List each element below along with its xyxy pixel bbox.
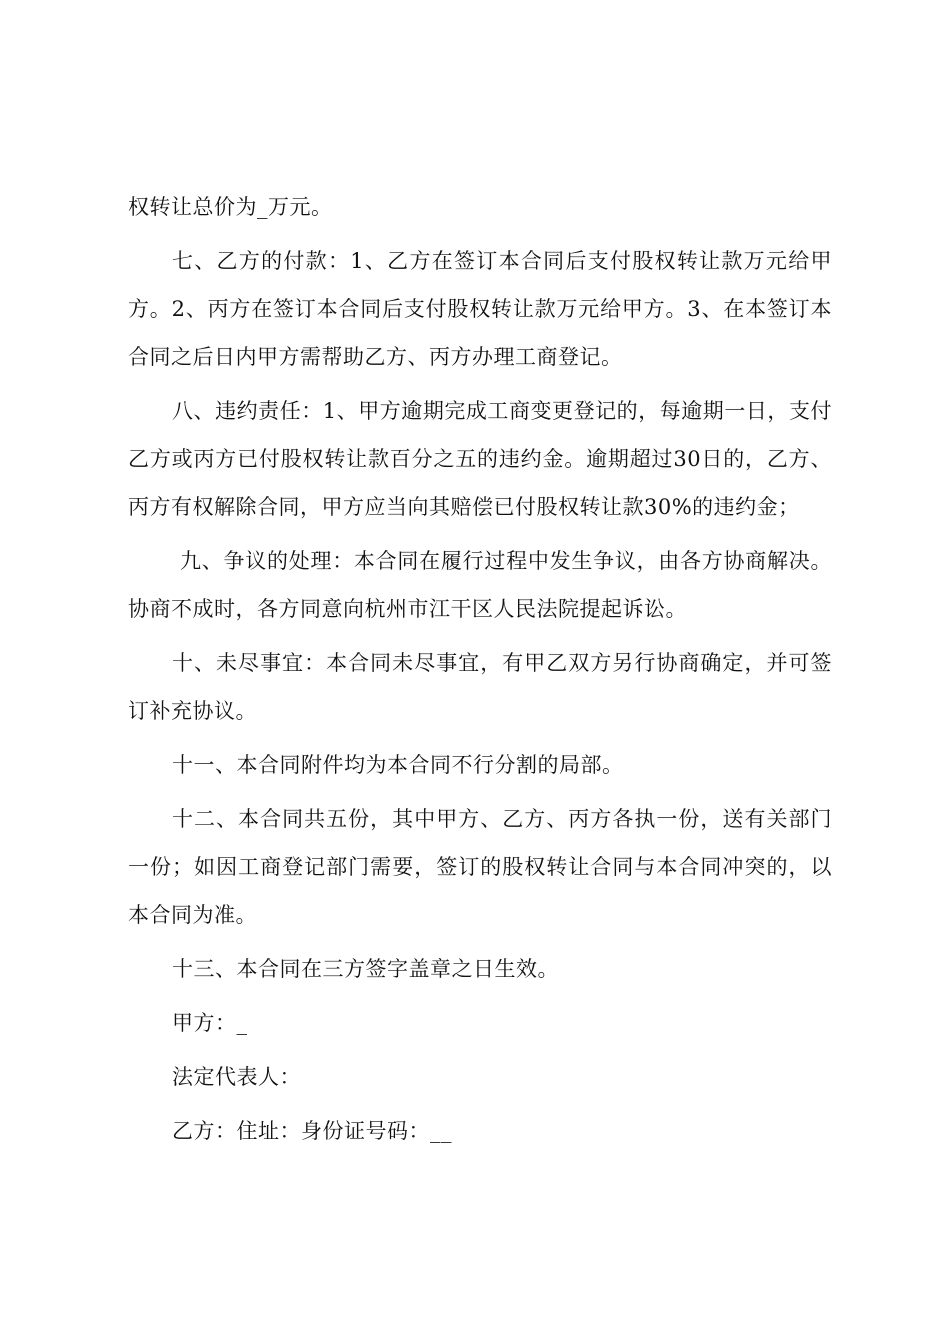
clause-8-breach-liability: 八、违约责任：1、甲方逾期完成工商变更登记的，每逾期一日，支付乙方或丙方已付股权转让款百分之五的违约金。逾期超过30日的，乙方、丙方有权解除合同，甲方应当向其赔偿已付股权转让款30%的违约金；	[128, 399, 832, 519]
signature-party-b: 乙方：住址：身份证号码：__	[172, 1119, 452, 1143]
clause-7-payment: 七、乙方的付款：1、乙方在签订本合同后支付股权转让款万元给甲方。2、丙方在签订本合同后支付股权转让款万元给甲方。3、在本签订本合同之后日内甲方需帮助乙方、丙方办理工商登记。	[128, 249, 832, 369]
document-body	[128, 183, 832, 1161]
clause-12-copies: 十二、本合同共五份，其中甲方、乙方、丙方各执一份，送有关部门一份；如因工商登记部门需要，签订的股权转让合同与本合同冲突的，以本合同为准。	[128, 807, 832, 927]
clause-9-dispute-resolution: 九、争议的处理：本合同在履行过程中发生争议，由各方协商解决。协商不成时，各方同意向杭州市江干区人民法院提起诉讼。	[128, 549, 832, 621]
clause-10-other-matters: 十、未尽事宜：本合同未尽事宜，有甲乙双方另行协商确定，并可签订补充协议。	[128, 651, 832, 723]
signature-party-a: 甲方：_	[172, 1011, 248, 1035]
clause-13-effective-date: 十三、本合同在三方签字盖章之日生效。	[172, 957, 559, 981]
paragraph-total-price: 权转让总价为_万元。	[128, 195, 333, 219]
signature-legal-representative: 法定代表人：	[172, 1065, 301, 1089]
clause-11-attachments: 十一、本合同附件均为本合同不行分割的局部。	[172, 753, 624, 777]
